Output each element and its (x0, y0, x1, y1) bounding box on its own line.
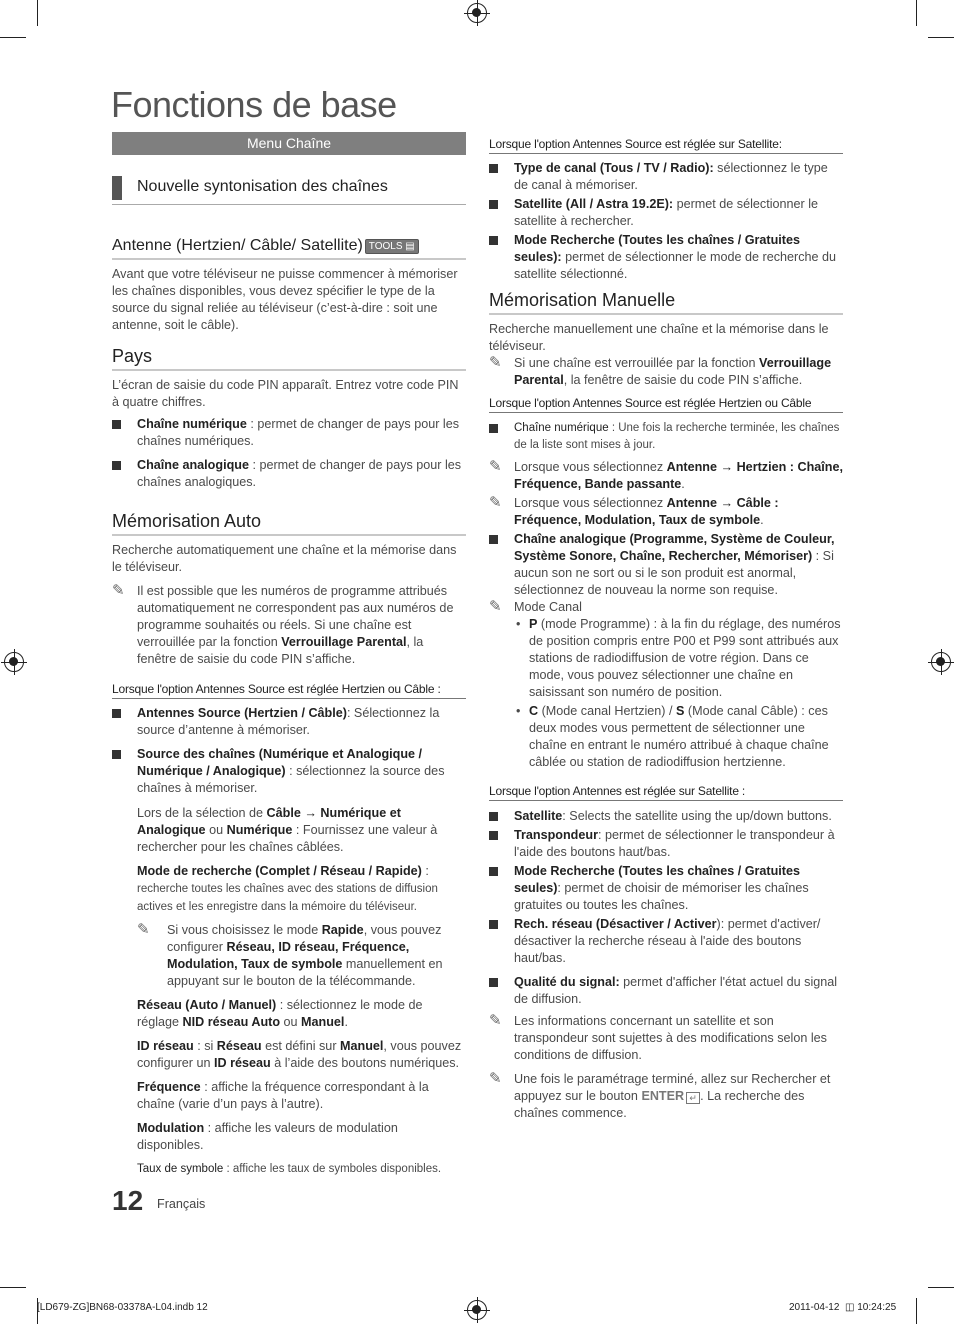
note-pencil-icon: ✎ (489, 1070, 502, 1087)
list-item: Satellite: Selects the satellite using the up/down buttons. (489, 808, 843, 825)
list-item: Transpondeur: permet de sélectionner le transpondeur à l'aide des boutons haut/bas. (489, 827, 843, 861)
footer-file: [LD679-ZG]BN68-03378A-L04.indb 12 (37, 1302, 208, 1313)
manual-heading: Mémorisation Manuelle (489, 289, 843, 315)
bullet-square-icon (489, 535, 498, 544)
pays-heading: Pays (112, 345, 466, 371)
bullet-square-icon (489, 831, 498, 840)
list-item: Satellite (All / Astra 19.2E): permet de sélectionner le satellite à rechercher. (489, 196, 843, 230)
bullet-square-icon (489, 812, 498, 821)
note-pencil-icon: ✎ (489, 354, 502, 371)
antenne-heading (112, 236, 466, 260)
crop-mark (37, 0, 38, 26)
note: ✎ Les informations concernant un satellite et son transpondeur sont sujettes à des modifications selon les conditions de diffusion. (489, 1012, 827, 1062)
condition-heading: Lorsque l'option Antennes est réglée sur Satellite : (489, 783, 843, 801)
list-item: Chaîne analogique (Programme, Système de Couleur, Système Sonore, Chaîne, Rechercher, Mémoriser) : Si aucun son ne sort ou si le son produit est anormal, sélectionnez de nouveau la norme son requise. (489, 531, 843, 599)
tools-icon: TOOLS ▤ (365, 239, 419, 254)
left-column (112, 132, 466, 1178)
condition-heading: Lorsque l'option Antennes Source est réglée sur Satellite: (489, 136, 843, 154)
page-number: 12 (112, 1185, 144, 1216)
page-language: Français (157, 1197, 206, 1211)
registration-mark-icon (467, 1300, 487, 1320)
list-item: Source des chaînes (Numérique et Analogique / Numérique / Analogique) : sélectionnez la source des chaînes à mémoriser. (112, 746, 466, 797)
dot-item: • C (Mode canal Hertzien) / S (Mode canal Câble) : ces deux modes vous permettent de sélectionner une chaîne en entrant le numéro attribué à chaque chaîne câblée ou station de radiodiffusion hertzienne. (516, 704, 829, 769)
right-column (489, 136, 843, 1122)
bullet-square-icon (489, 236, 498, 245)
bullet-square-icon (489, 978, 498, 987)
crop-mark (916, 0, 917, 26)
bullet-square-icon (112, 750, 121, 759)
note-pencil-icon: ✎ (489, 458, 502, 475)
note: ✎ Mode Canal (489, 598, 582, 615)
bullet-square-icon (112, 709, 121, 718)
pays-text: L’écran de saisie du code PIN apparaît. Entrez votre code PIN à quatre chiffres. (112, 378, 459, 409)
subheading-text: Nouvelle syntonisation des chaînes (137, 178, 388, 195)
dot-item: • P (mode Programme) : à la fin du réglage, des numéros de position compris entre P00 et P99 sont attribués aux stations de radiodiffusion de votre région. Dans ce mode, vous pouvez sélectionner une chaîne en saisissant son numéro de position. (516, 617, 841, 699)
list-item: Mode Recherche (Toutes les chaînes / Gratuites seules): permet de choisir de mémoriser les chaînes gratuites ou toutes les chaînes. (489, 863, 843, 914)
bullet-dot-icon: • (516, 617, 521, 631)
note-pencil-icon: ✎ (112, 582, 125, 599)
list-item: Chaîne numérique : Une fois la recherche terminée, les chaînes de la liste sont mises à jour. (489, 420, 843, 454)
crop-mark (916, 1298, 917, 1324)
registration-mark-icon (4, 652, 24, 672)
list-item: Qualité du signal: permet d'afficher l'état actuel du signal de diffusion. (489, 974, 843, 1008)
bullet-square-icon (112, 461, 121, 470)
bullet-square-icon (489, 424, 498, 433)
condition-heading: Lorsque l'option Antennes Source est réglée Hertzien ou Câble : (112, 681, 466, 699)
note: ✎ Il est possible que les numéros de programme attribués automatiquement ne correspondent pas aux numéros de programme souhaités ou réels. Si une chaîne est verrouillée par la fonction Verrouillage Parental, la fenêtre de saisie du code PIN s’affiche. (112, 582, 454, 666)
auto-text: Recherche automatiquement une chaîne et la mémorise dans le téléviseur. (112, 543, 457, 574)
indent-paragraph: Taux de symbole : affiche les taux de symboles disponibles. (137, 1163, 442, 1175)
bullet-square-icon (489, 164, 498, 173)
tools-label: TOOLS (368, 241, 403, 252)
indent-paragraph: Fréquence : affiche la fréquence correspondant à la chaîne (varie d’un pays à l’autre). (137, 1080, 429, 1111)
list-item: Chaîne numérique : permet de changer de pays pour les chaînes numériques. (112, 416, 466, 450)
antenne-text: Avant que votre téléviseur ne puisse commencer à mémoriser les chaînes disponibles, vous devez spécifier le type de la source du signal reliée au téléviseur (c’est-à-dire : soit une antenne, soit le câble). (112, 267, 458, 332)
note-pencil-icon: ✎ (489, 598, 502, 615)
note: ✎ Si vous choisissez le mode Rapide, vous pouvez configurer Réseau, ID réseau, Fréquence, Modulation, Taux de symbole manuellement en appuyant sur le bouton de la télécommande. (137, 921, 443, 988)
indent-paragraph: Lors de la sélection de Câble → Numérique et Analogique ou Numérique : Fournissez une valeur à rechercher pour les chaînes câblées. (137, 806, 438, 854)
bullet-square-icon (112, 420, 121, 429)
auto-heading: Mémorisation Auto (112, 510, 466, 536)
note: ✎ Une fois le paramétrage terminé, allez sur Rechercher et appuyez sur le bouton ENTER ↵ . La recherche des chaînes commence. (489, 1070, 831, 1120)
list-item: Rech. réseau (Désactiver / Activer): permet d'activer/ désactiver la recherche réseau à l'aide des boutons haut/bas. (489, 916, 843, 967)
crop-mark (928, 1287, 954, 1288)
registration-mark-icon (467, 3, 487, 23)
clock-icon: ◫ (844, 1302, 855, 1313)
registration-mark-icon (931, 652, 951, 672)
antenne-title: Antenne (Hertzien/ Câble/ Satellite) (112, 237, 363, 254)
bullet-square-icon (489, 920, 498, 929)
footer-datetime (789, 1302, 896, 1313)
page-title: Fonctions de base (111, 84, 397, 125)
list-item: Mode Recherche (Toutes les chaînes / Gratuites seules): permet de sélectionner le mode de recherche du satellite sélectionné. (489, 232, 843, 283)
condition-heading: Lorsque l'option Antennes Source est réglée Hertzien ou Câble (489, 395, 843, 413)
crop-mark (0, 1287, 26, 1288)
bullet-square-icon (489, 200, 498, 209)
footer-date: 2011-04-12 (789, 1302, 840, 1313)
note-pencil-icon: ✎ (137, 921, 150, 938)
footer-time: 10:24:25 (857, 1302, 897, 1313)
indent-paragraph: Mode de recherche (Complet / Réseau / Rapide) : recherche toutes les chaînes avec des stations de diffusion actives et les enregistre dans la mémoire du téléviseur. (137, 864, 438, 913)
bullet-dot-icon: • (516, 704, 521, 718)
crop-mark (0, 37, 26, 38)
note-pencil-icon: ✎ (489, 1012, 502, 1029)
indent-paragraph: Modulation : affiche les valeurs de modulation disponibles. (137, 1121, 398, 1152)
note: ✎ Lorsque vous sélectionnez Antenne → Hertzien : Chaîne, Fréquence, Bande passante. (489, 458, 843, 491)
manual-text: Recherche manuellement une chaîne et la mémorise dans le téléviseur. (489, 322, 829, 353)
bullet-square-icon (489, 867, 498, 876)
enter-icon: ↵ (686, 1092, 700, 1104)
list-item: Type de canal (Tous / TV / Radio): sélectionnez le type de canal à mémoriser. (489, 160, 843, 194)
list-item: Chaîne analogique : permet de changer de pays pour les chaînes analogiques. (112, 457, 466, 491)
menu-bar: Menu Chaîne (112, 132, 466, 155)
note: ✎ Si une chaîne est verrouillée par la fonction Verrouillage Parental, la fenêtre de saisie du code PIN s’affiche. (489, 354, 832, 387)
list-item: Antennes Source (Hertzien / Câble): Sélectionnez la source d’antenne à mémoriser. (112, 705, 466, 739)
note: ✎ Lorsque vous sélectionnez Antenne → Câble : Fréquence, Modulation, Taux de symbole. (489, 494, 779, 527)
crop-mark (928, 37, 954, 38)
section-subheading (112, 178, 466, 205)
indent-paragraph: Réseau (Auto / Manuel) : sélectionnez le mode de réglage NID réseau Auto ou Manuel. (137, 998, 423, 1029)
note-pencil-icon: ✎ (489, 494, 502, 511)
indent-paragraph: ID réseau : si Réseau est défini sur Manuel, vous pouvez configurer un ID réseau à l’aide des boutons numériques. (137, 1039, 462, 1070)
